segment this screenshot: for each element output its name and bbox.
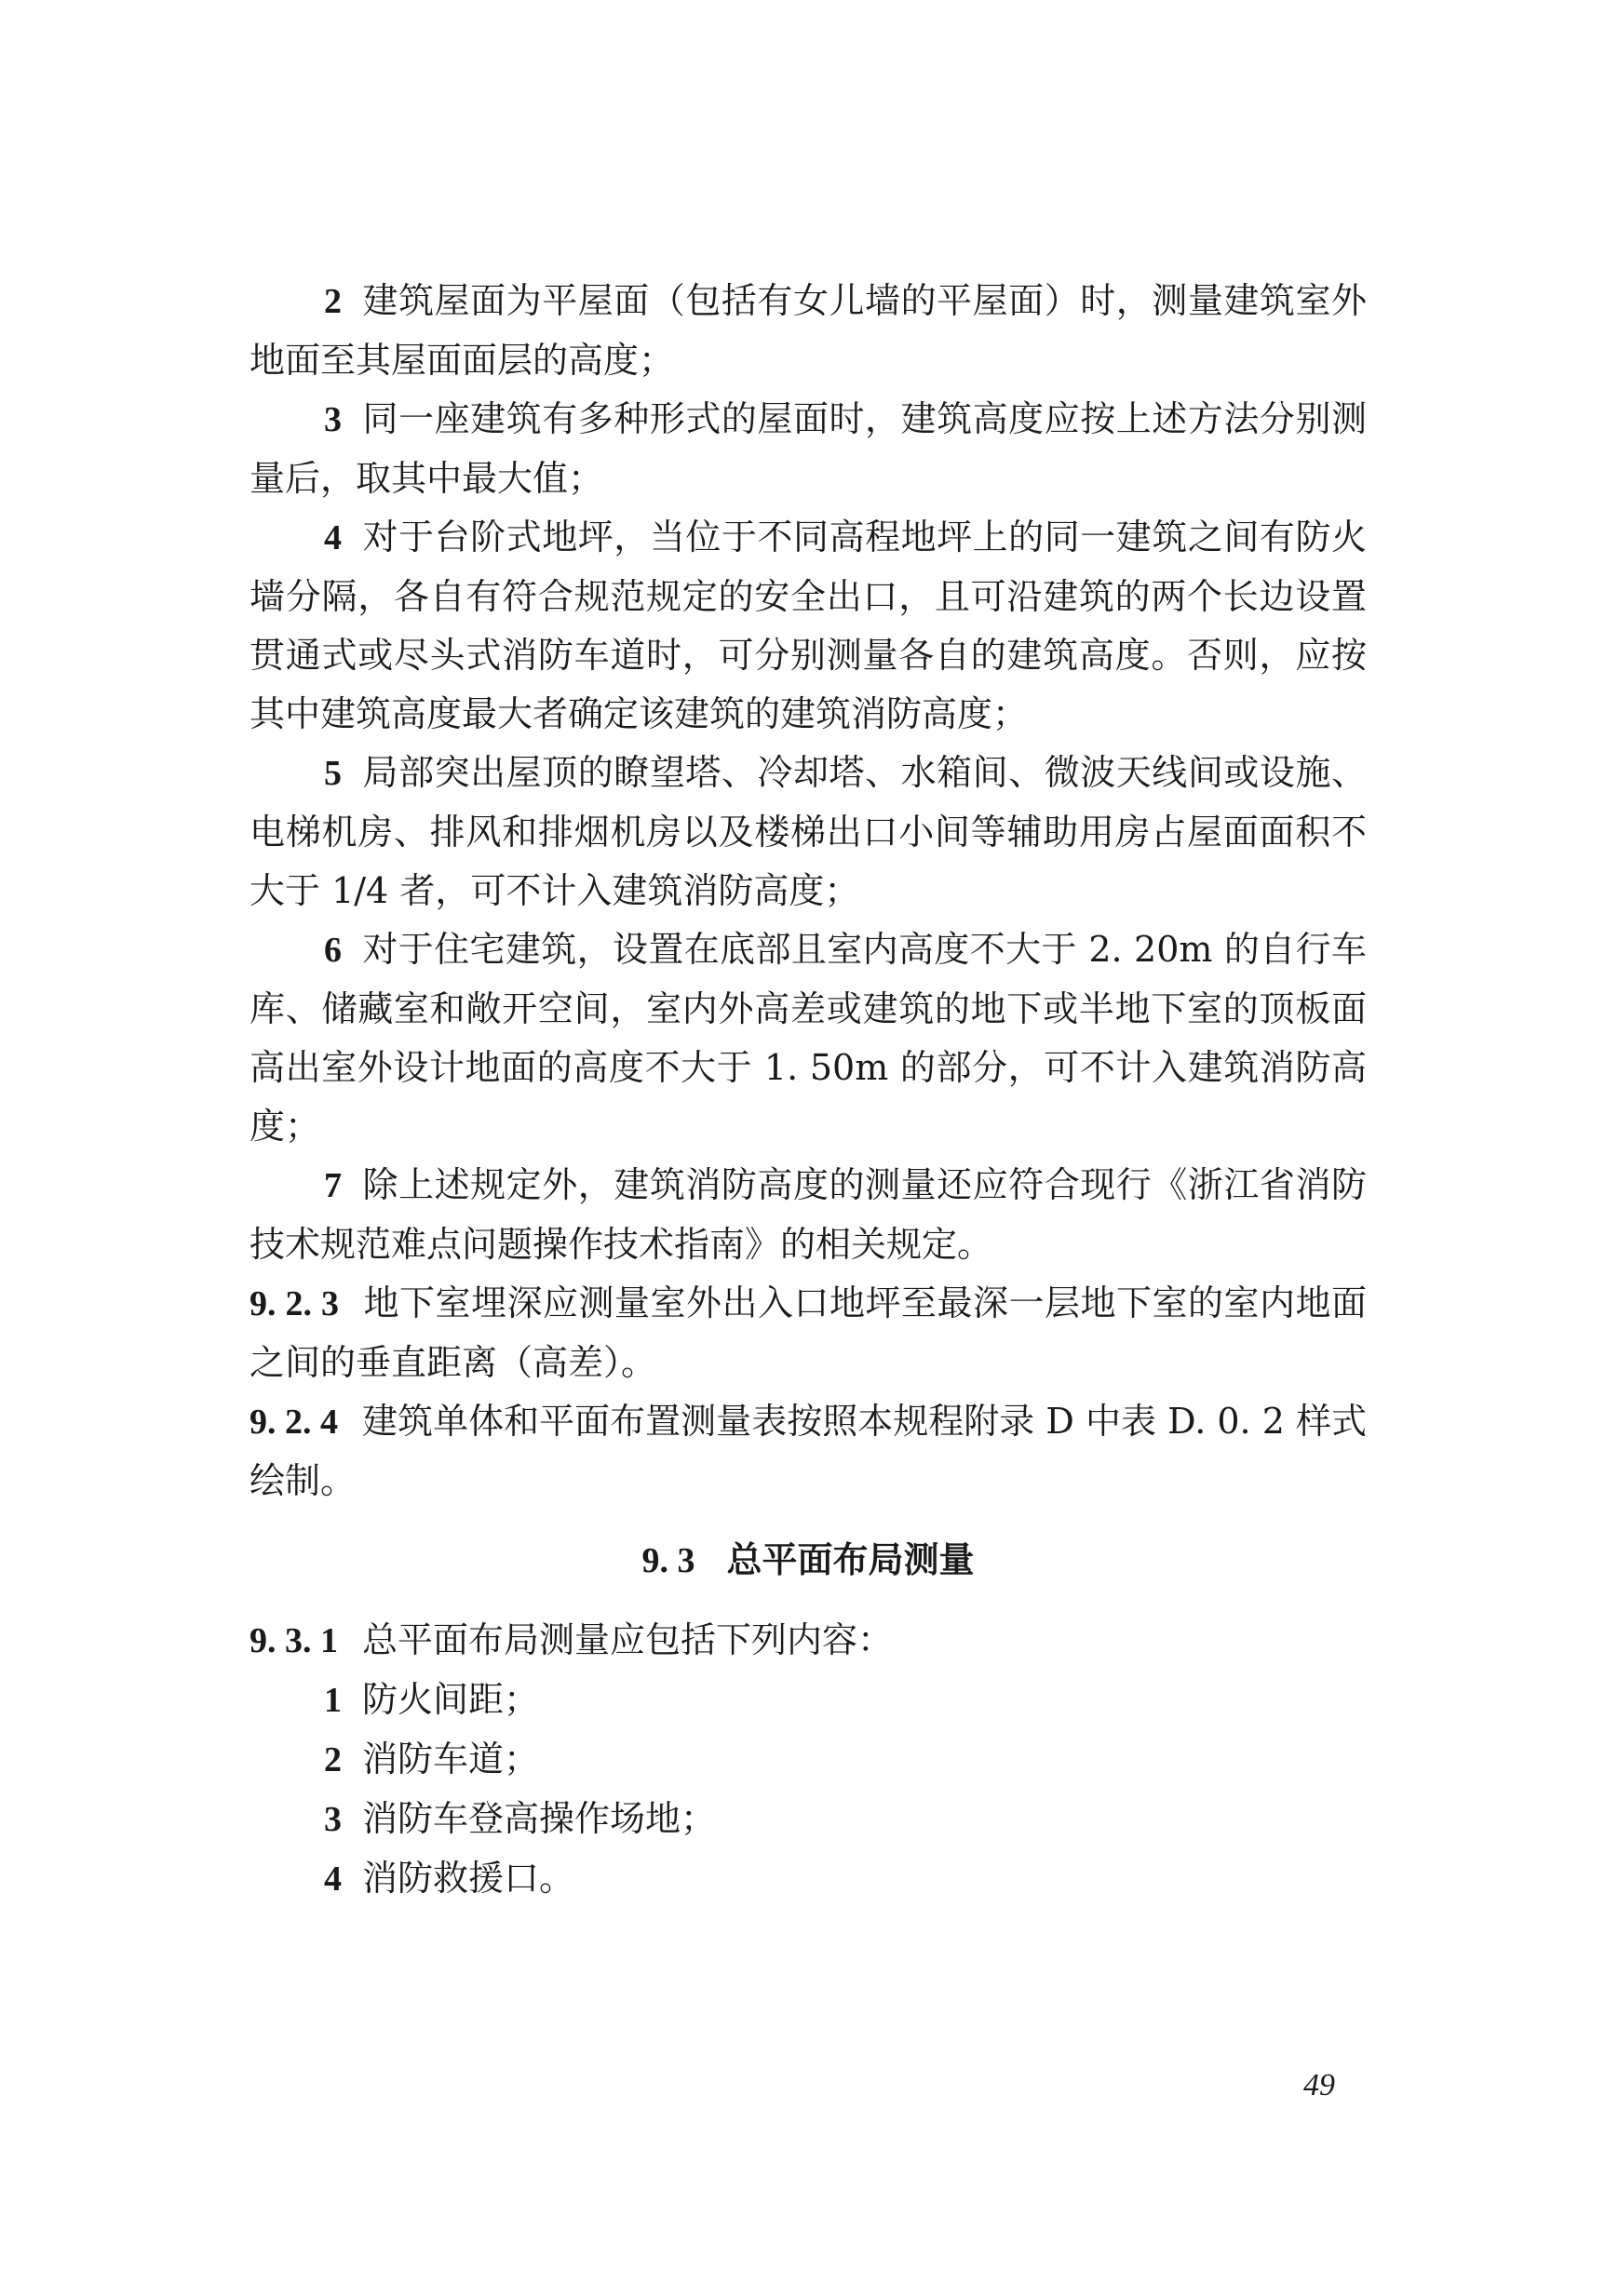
item-text: 消防车道； [362, 1739, 540, 1779]
item-number: 3 [324, 1800, 342, 1839]
page-content [250, 272, 1367, 1909]
item-number: 4 [324, 1860, 342, 1899]
list-item [250, 744, 1367, 920]
clause-text: 地下室埋深应测量室外出入口地坪至最深一层地下室的室内地面之间的垂直距离（高差）。 [250, 1282, 1367, 1383]
item-text: 建筑屋面为平屋面（包括有女儿墙的平屋面）时，测量建筑室外地面至其屋面面层的高度； [250, 280, 1367, 381]
list-item [250, 1790, 1367, 1849]
item-text: 消防救援口。 [362, 1858, 575, 1899]
list-item [250, 920, 1367, 1156]
item-number: 2 [324, 282, 342, 321]
page-number: 49 [1303, 2068, 1335, 2102]
item-number: 7 [324, 1166, 342, 1205]
item-text: 对于台阶式地坪，当位于不同高程地坪上的同一建筑之间有防火墙分隔，各自有符合规范规定的安全出口，且可沿建筑的两个长边设置贯通式或尽头式消防车道时，可分别测量各自的建筑高度。否则，应按其中建筑高度最大者确定该建筑的建筑消防高度； [250, 517, 1367, 734]
list-item [250, 1730, 1367, 1790]
item-text: 对于住宅建筑，设置在底部且室内高度不大于 2. 20m 的自行车库、储藏室和敞开空间，室内外高差或建筑的地下或半地下室的顶板面高出室外设计地面的高度不大于 1. 50m 的部分，可不计入建筑消防高度； [250, 929, 1367, 1147]
clause-text: 建筑单体和平面布置测量表按照本规程附录 D 中表 D. 0. 2 样式绘制。 [250, 1401, 1367, 1501]
list-item [250, 390, 1367, 508]
list-item [250, 1671, 1367, 1730]
clause-paragraph [250, 1274, 1367, 1392]
item-number: 4 [324, 518, 342, 557]
section-number: 9. 3 [641, 1541, 695, 1580]
item-number: 6 [324, 931, 342, 970]
list-item [250, 1156, 1367, 1274]
clause-number: 9. 3. 1 [250, 1621, 338, 1660]
item-number: 2 [324, 1740, 342, 1779]
item-text: 消防车登高操作场地； [362, 1798, 717, 1839]
item-number: 1 [324, 1681, 342, 1720]
clause-text: 总平面布局测量应包括下列内容： [362, 1619, 894, 1660]
clause-paragraph [250, 1392, 1367, 1511]
list-item [250, 1849, 1367, 1909]
clause-paragraph [250, 1611, 1367, 1671]
item-number: 3 [324, 400, 342, 439]
item-text: 防火间距； [362, 1679, 540, 1720]
clause-number: 9. 2. 3 [250, 1284, 339, 1323]
item-text: 除上述规定外，建筑消防高度的测量还应符合现行《浙江省消防技术规范难点问题操作技术指南》的相关规定。 [250, 1164, 1367, 1265]
section-heading [250, 1531, 1367, 1591]
item-text: 局部突出屋顶的瞭望塔、冷却塔、水箱间、微波天线间或设施、电梯机房、排风和排烟机房以及楼梯出口小间等辅助用房占屋面面积不大于 1/4 者，可不计入建筑消防高度； [250, 752, 1367, 911]
item-text: 同一座建筑有多种形式的屋面时，建筑高度应按上述方法分别测量后，取其中最大值； [250, 398, 1367, 499]
clause-number: 9. 2. 4 [250, 1403, 339, 1442]
list-item [250, 508, 1367, 744]
item-number: 5 [324, 754, 342, 793]
list-item [250, 272, 1367, 390]
section-title: 总平面布局测量 [726, 1539, 975, 1580]
